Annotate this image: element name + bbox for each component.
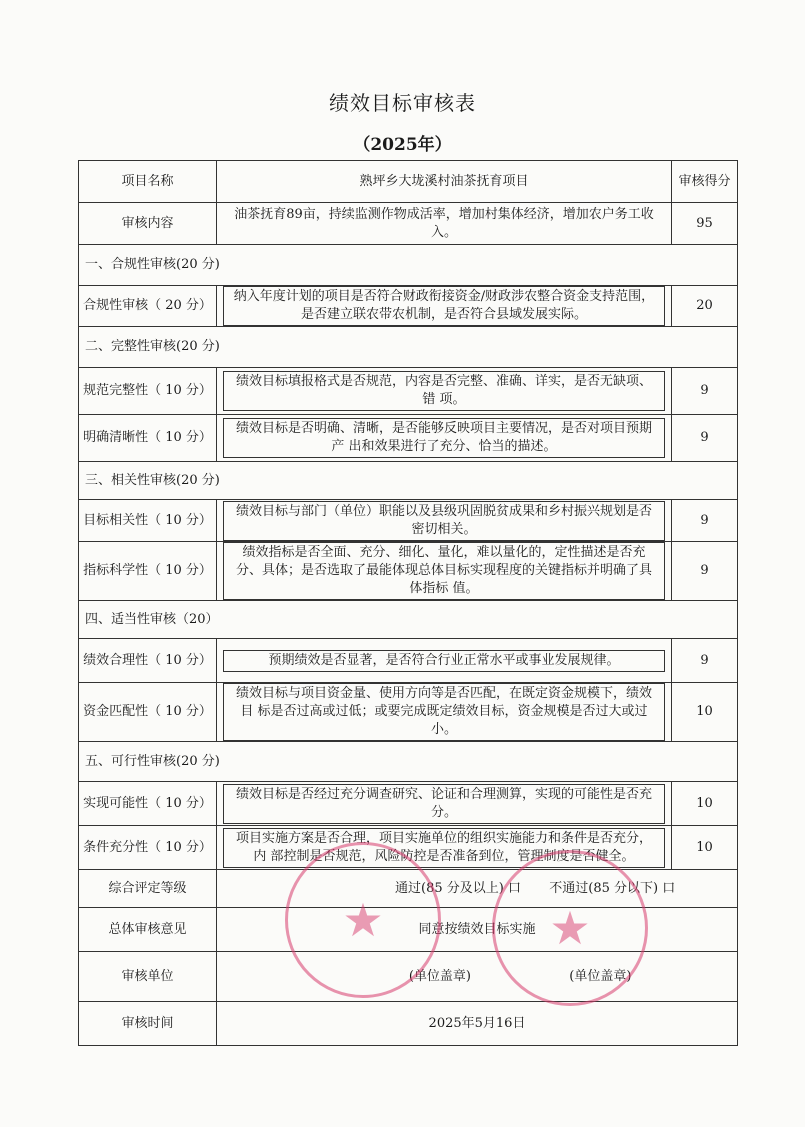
section-row — [79, 742, 738, 782]
criteria-text: 项目实施方案是否合理，项目实施单位的组织实施能力和条件是否充分，内 部控制是否规范，风险防控是否准备到位，管理制度是否健全。 — [223, 828, 665, 868]
unit-seals — [217, 952, 738, 1002]
criteria-row — [79, 368, 738, 415]
stamp-star-icon: ★ — [342, 893, 384, 947]
project-name: 熟坪乡大垅溪村油茶抚育项目 — [217, 161, 672, 203]
opinion-label: 总体审核意见 — [79, 908, 217, 952]
criteria-score: 10 — [672, 683, 738, 742]
section-row — [79, 601, 738, 639]
criteria-text-cell — [217, 500, 672, 542]
content-score: 95 — [672, 203, 738, 245]
criteria-score: 9 — [672, 415, 738, 462]
criteria-label: 明确清晰性（ 10 分） — [79, 415, 217, 462]
criteria-row — [79, 826, 738, 870]
section-row — [79, 327, 738, 368]
unit-row — [79, 952, 738, 1002]
header-row — [79, 161, 738, 203]
criteria-text-cell — [217, 639, 672, 683]
unit-label: 审核单位 — [79, 952, 217, 1002]
criteria-label: 合规性审核（ 20 分） — [79, 286, 217, 327]
section-title: 五、可行性审核(20 分) — [79, 742, 738, 782]
criteria-text: 绩效目标是否明确、清晰，是否能够反映项目主要情况，是否对项目预期产 出和效果进行了充分、恰当的描述。 — [223, 418, 665, 458]
section-title: 二、完整性审核(20 分) — [79, 327, 738, 368]
time-row — [79, 1002, 738, 1046]
criteria-label: 目标相关性（ 10 分） — [79, 500, 217, 542]
criteria-text: 绩效目标填报格式是否规范，内容是否完整、准确、详实，是否无缺项、错 项。 — [223, 371, 665, 411]
criteria-text-cell — [217, 286, 672, 327]
opinion-text: 同意按绩效目标实施 — [217, 908, 738, 952]
criteria-text: 绩效目标与项目资金量、使用方向等是否匹配，在既定资金规模下，绩效目 标是否过高或过低；或要完成既定绩效目标，资金规模是否过大或过小。 — [223, 683, 665, 741]
criteria-text-cell — [217, 683, 672, 742]
section-row — [79, 462, 738, 500]
review-table — [78, 160, 738, 1046]
criteria-text-cell — [217, 415, 672, 462]
section-title: 四、适当性审核（20） — [79, 601, 738, 639]
section-row — [79, 245, 738, 286]
section-title: 一、合规性审核(20 分) — [79, 245, 738, 286]
criteria-text: 预期绩效是否显著，是否符合行业正常水平或事业发展规律。 — [223, 650, 665, 672]
content-label: 审核内容 — [79, 203, 217, 245]
content-text: 油茶抚育89亩，持续监测作物成活率，增加村集体经济，增加农户务工收入。 — [234, 206, 654, 240]
time-label: 审核时间 — [79, 1002, 217, 1046]
criteria-label: 规范完整性（ 10 分） — [79, 368, 217, 415]
criteria-score: 9 — [672, 500, 738, 542]
time-text: 2025年5月16日 — [217, 1002, 738, 1046]
grade-options — [217, 870, 738, 908]
criteria-score: 9 — [672, 368, 738, 415]
criteria-row — [79, 639, 738, 683]
col-item-header: 项目名称 — [79, 161, 217, 203]
unit-seal-1: (单位盖章) — [408, 968, 471, 984]
section-title: 三、相关性审核(20 分) — [79, 462, 738, 500]
criteria-text-cell — [217, 826, 672, 870]
grade-fail-option[interactable]: 不通过(85 分以下) 口 — [549, 880, 676, 896]
criteria-text-cell — [217, 368, 672, 415]
grade-pass-option[interactable]: 通过(85 分及以上) 口 — [395, 880, 521, 896]
grade-label: 综合评定等级 — [79, 870, 217, 908]
criteria-label: 指标科学性（ 10 分） — [79, 542, 217, 601]
criteria-label: 绩效合理性（ 10 分） — [79, 639, 217, 683]
content-row — [79, 203, 738, 245]
grade-row — [79, 870, 738, 908]
criteria-label: 条件充分性（ 10 分） — [79, 826, 217, 870]
year-subtitle: （2025年） — [353, 135, 452, 155]
criteria-label: 资金匹配性（ 10 分） — [79, 683, 217, 742]
unit-seal-2: (单位盖章) — [569, 968, 632, 984]
criteria-text-cell — [217, 782, 672, 826]
criteria-row — [79, 782, 738, 826]
criteria-row — [79, 542, 738, 601]
criteria-score: 10 — [672, 782, 738, 826]
criteria-row — [79, 286, 738, 327]
stamp-star-icon: ★ — [549, 901, 591, 955]
criteria-row — [79, 683, 738, 742]
criteria-score: 20 — [672, 286, 738, 327]
criteria-row — [79, 415, 738, 462]
criteria-label: 实现可能性（ 10 分） — [79, 782, 217, 826]
criteria-score: 9 — [672, 639, 738, 683]
content-text-cell — [217, 203, 672, 245]
criteria-text-cell — [217, 542, 672, 601]
criteria-score: 10 — [672, 826, 738, 870]
page-title: 绩效目标审核表 — [329, 91, 476, 115]
criteria-text: 纳入年度计划的项目是否符合财政衔接资金/财政涉农整合资金支持范围，是否建立联农带农机制，是否符合县域发展实际。 — [223, 286, 665, 326]
criteria-text: 绩效目标与部门（单位）职能以及县级巩固脱贫成果和乡村振兴规划是否密切相关。 — [223, 501, 665, 541]
criteria-text: 绩效指标是否全面、充分、细化、量化，难以量化的，定性描述是否充分、具体；是否选取了最能体现总体目标实现程度的关键指标并明确了具体指标 值。 — [223, 542, 665, 600]
criteria-text: 绩效目标是否经过充分调查研究、论证和合理测算，实现的可能性是否充分。 — [223, 784, 665, 824]
opinion-row — [79, 908, 738, 952]
criteria-row — [79, 500, 738, 542]
col-score-header: 审核得分 — [672, 161, 738, 203]
criteria-score: 9 — [672, 542, 738, 601]
